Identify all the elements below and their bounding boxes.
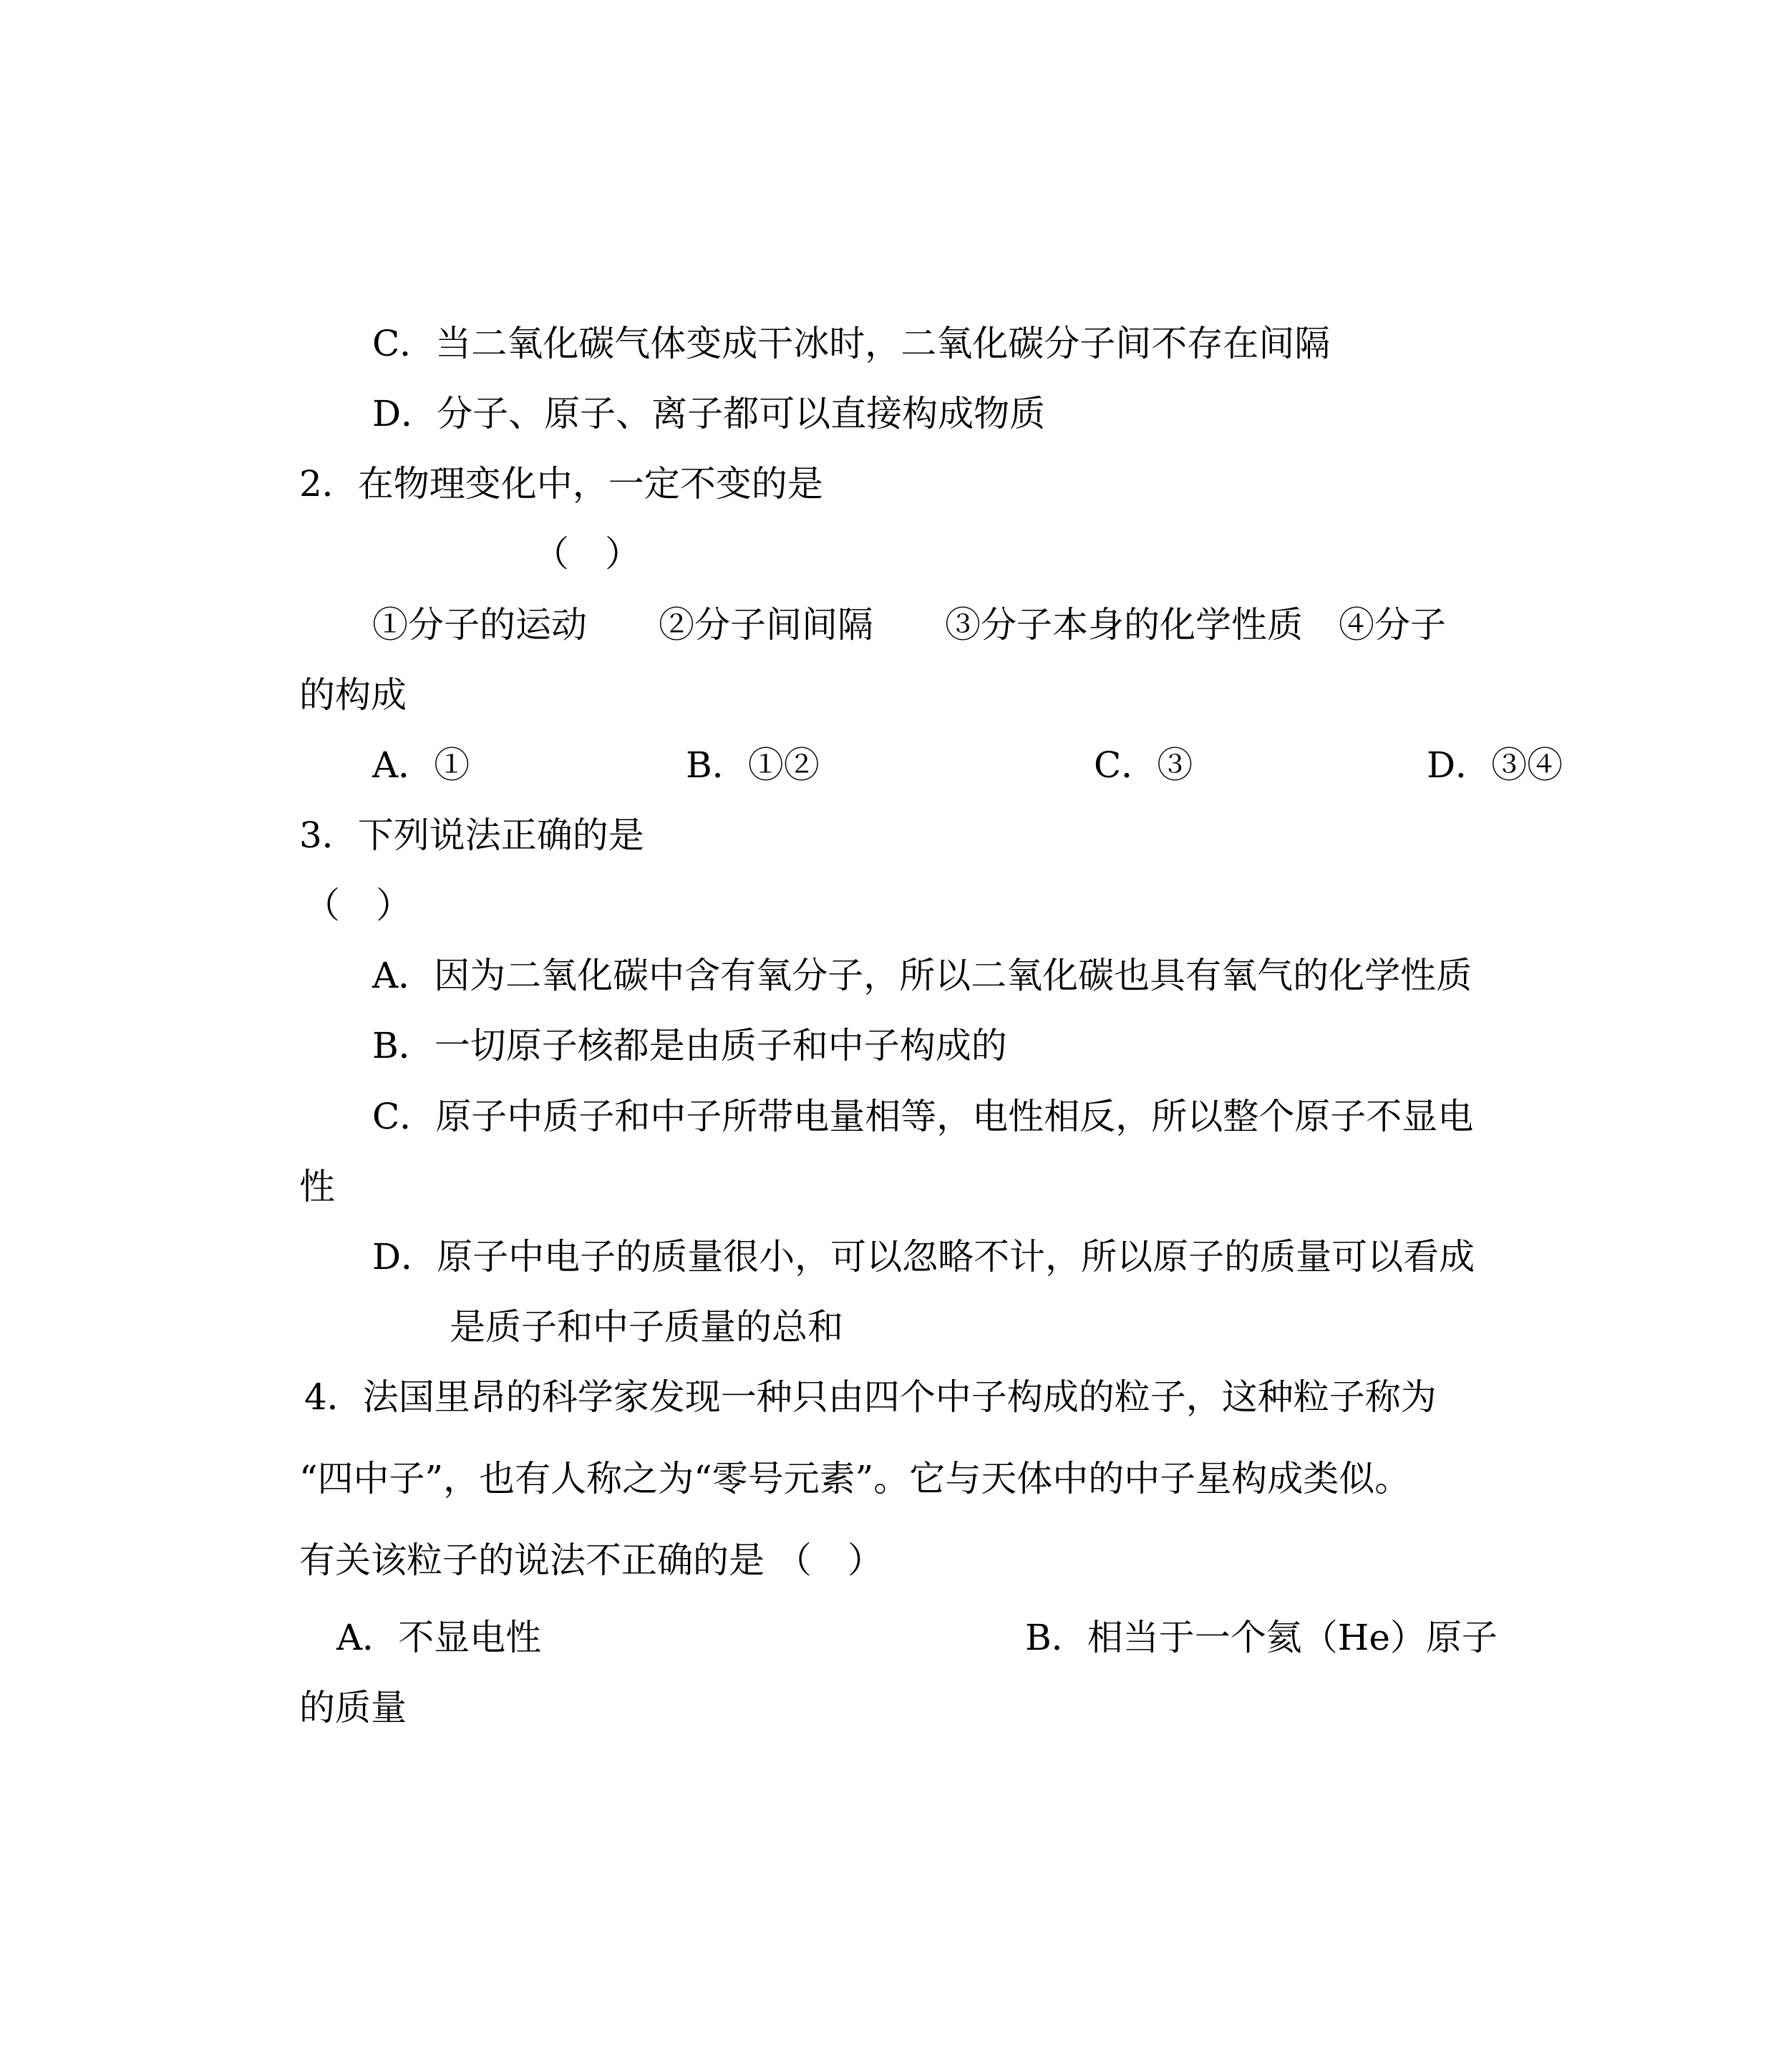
q4-option-b-continued: 的质量 (299, 1687, 407, 1728)
q4-option-a: A．不显电性 (336, 1617, 542, 1658)
q2-option-b: B．①② (686, 744, 820, 786)
q1-option-d: D．分子、原子、离子都可以直接构成物质 (372, 393, 1046, 434)
q2-option-a: A．① (372, 744, 470, 786)
q2-option-d: D．③④ (1427, 744, 1563, 786)
q2-stem: 2．在物理变化中，一定不变的是 (299, 463, 823, 505)
q3-option-d-line2: 是质子和中子质量的总和 (450, 1306, 843, 1348)
q4-option-b: B．相当于一个氦（He）原子 (1025, 1617, 1498, 1658)
q3-stem: 3．下列说法正确的是 (299, 814, 644, 856)
q3-option-a: A．因为二氧化碳中含有氧分子，所以二氧化碳也具有氧气的化学性质 (372, 955, 1472, 996)
q3-option-d-line1: D．原子中电子的质量很小，可以忽略不计，所以原子的质量可以看成 (372, 1236, 1475, 1278)
q1-option-c: C．当二氧化碳气体变成干冰时，二氧化碳分子间不存在间隔 (372, 323, 1331, 364)
q3-option-c-line1: C．原子中质子和中子所带电量相等，电性相反，所以整个原子不显电 (372, 1096, 1474, 1137)
q2-items-line2: 的构成 (299, 674, 407, 716)
q3-option-b: B．一切原子核都是由质子和中子构成的 (372, 1025, 1007, 1066)
q2-option-c: C．③ (1094, 744, 1193, 786)
q2-answer-paren: （ ） (533, 533, 641, 575)
q4-stem-line2: “四中子”，也有人称之为“零号元素”。它与天体中的中子星构成类似。 (299, 1458, 1411, 1499)
q4-stem-line1: 4．法国里昂的科学家发现一种只由四个中子构成的粒子，这种粒子称为 (304, 1376, 1437, 1418)
q3-option-c-line2: 性 (299, 1166, 335, 1207)
q3-answer-paren: （ ） (304, 885, 412, 926)
q2-items-line1: ①分子的运动 ②分子间间隔 ③分子本身的化学性质 ④分子 (372, 604, 1446, 646)
q4-stem-line3: 有关该粒子的说法不正确的是 （ ） (299, 1540, 883, 1581)
